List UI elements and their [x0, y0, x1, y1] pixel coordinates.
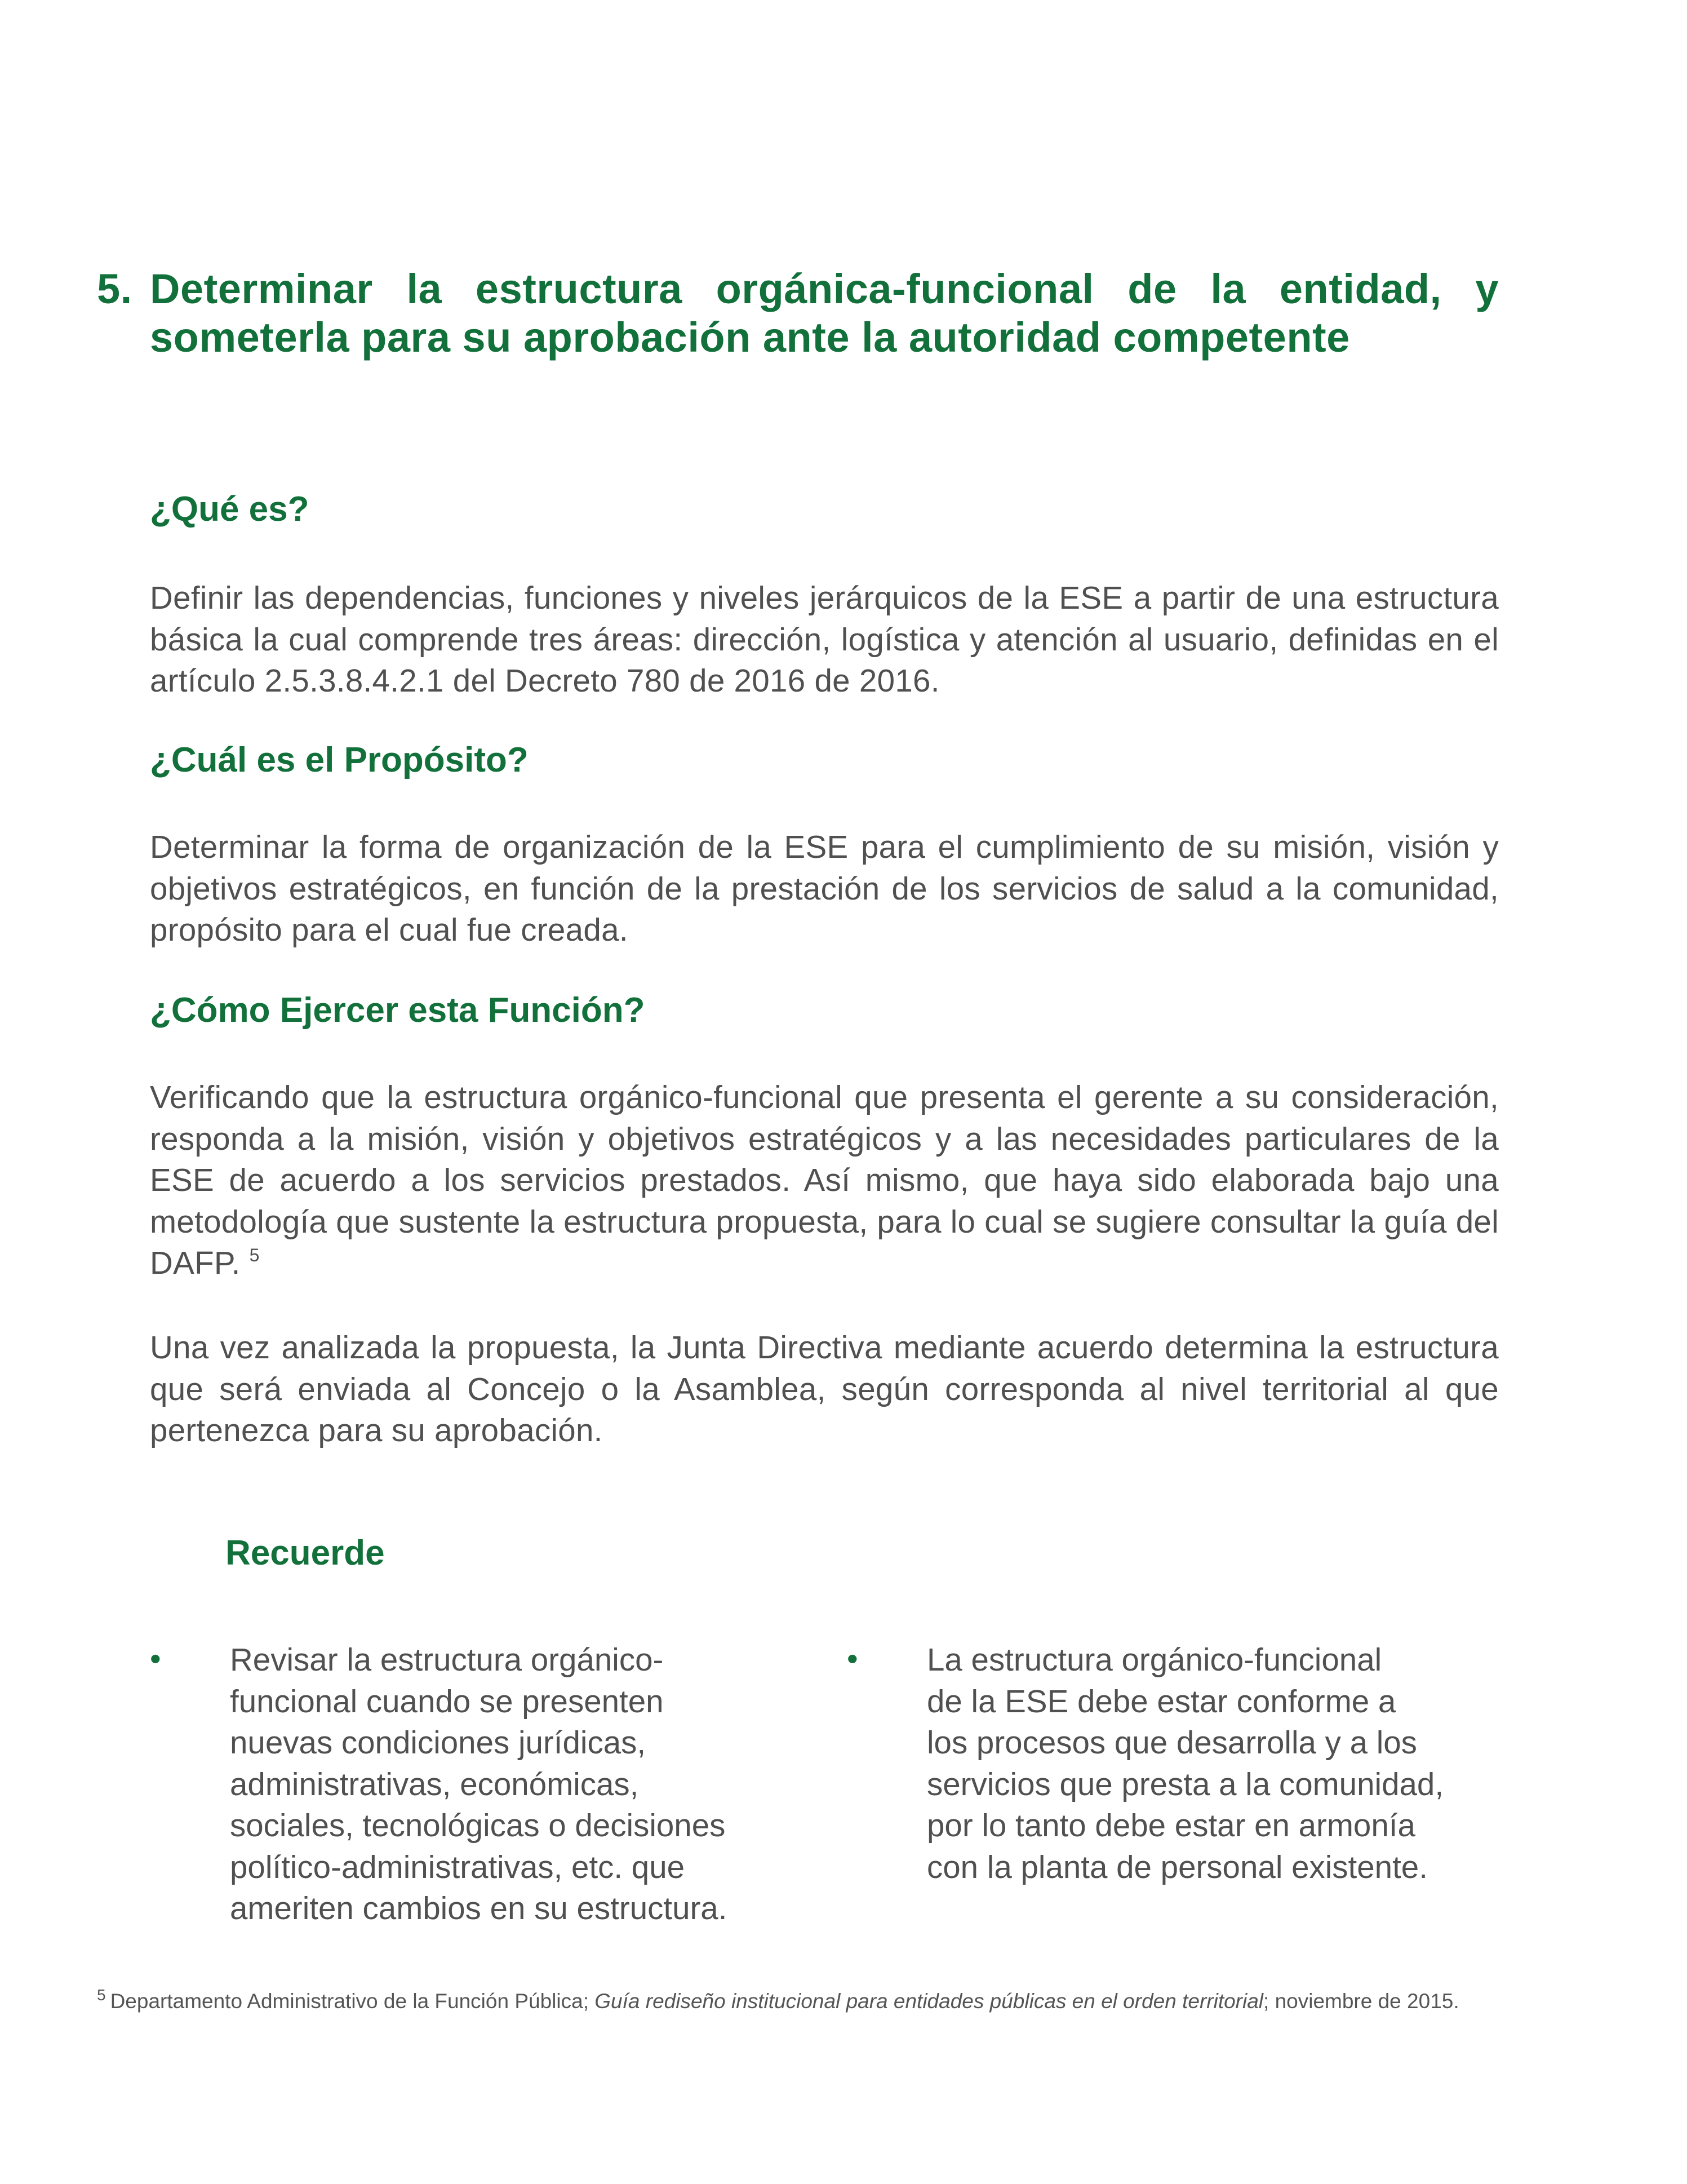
recuerde-right-line: de la ESE debe estar conforme a: [927, 1683, 1396, 1719]
paragraph-como-1-text: Verificando que la estructura orgánico-funcional que presenta el gerente a su consideración, responda a la misión, visión y objetivos estratégicos y a las necesidades particulares de la ESE de acuerdo a los servicios prestados. Así mismo, que haya sido elaborada bajo una metodología que sustente la estructura propuesta, para lo cual se sugiere consultar la guía del DAFP.: [150, 1079, 1499, 1281]
bullet-icon: •: [847, 1641, 858, 1676]
section-title-text: Determinar la estructura orgánica-funcional de la entidad, y someterla para su aprobación ante la autoridad competente: [150, 265, 1499, 361]
recuerde-left-line: sociales, tecnológicas o decisiones: [230, 1808, 726, 1843]
recuerde-heading: Recuerde: [225, 1534, 385, 1572]
bullet-icon: •: [150, 1641, 161, 1676]
recuerde-left-line: Revisar la estructura orgánico-: [230, 1642, 664, 1677]
recuerde-right-line: los procesos que desarrolla y a los: [927, 1725, 1417, 1760]
recuerde-right-line: servicios que presta a la comunidad,: [927, 1766, 1444, 1802]
recuerde-left-line: funcional cuando se presenten: [230, 1683, 664, 1719]
footnote: [97, 1987, 1499, 2016]
paragraph-como-1: [150, 1077, 1499, 1284]
footnote-text: Departamento Administrativo de la Función Pública;: [110, 1990, 595, 2013]
recuerde-left-line: administrativas, económicas,: [230, 1766, 639, 1802]
recuerde-right-line: La estructura orgánico-funcional: [927, 1642, 1382, 1677]
footnote-reference[interactable]: 5: [249, 1245, 260, 1265]
paragraph-que-es: Definir las dependencias, funciones y niveles jerárquicos de la ESE a partir de una estructura básica la cual comprende tres áreas: dirección, logística y atención al usuario, definidas en el artículo 2.5.3.8.4.2.1 del Decreto 780 de 2016 de 2016.: [150, 580, 1499, 698]
recuerde-left-line: político-administrativas, etc. que: [230, 1849, 685, 1885]
heading-que-es: ¿Qué es?: [150, 490, 309, 529]
recuerde-right-line: con la planta de personal existente.: [927, 1849, 1428, 1885]
recuerde-left-line: ameriten cambios en su estructura.: [230, 1890, 727, 1926]
heading-proposito: ¿Cuál es el Propósito?: [150, 741, 529, 779]
recuerde-left-line: nuevas condiciones jurídicas,: [230, 1725, 646, 1760]
footnote-title: Guía rediseño institucional para entidades públicas en el orden territorial: [594, 1990, 1264, 2013]
section-number: 5.: [97, 265, 132, 312]
recuerde-right-item: [927, 1639, 1444, 1888]
footnote-date: ; noviembre de 2015.: [1263, 1990, 1459, 2013]
recuerde-left-item: [230, 1639, 727, 1929]
section-title: [97, 265, 1499, 362]
footnote-number: 5: [97, 1986, 106, 2004]
paragraph-como-2: Una vez analizada la propuesta, la Junta Directiva mediante acuerdo determina la estructura que será enviada al Concejo o la Asamblea, según corresponda al nivel territorial al que pertenezca para su aprobación.: [150, 1330, 1499, 1448]
recuerde-right-line: por lo tanto debe estar en armonía: [927, 1808, 1415, 1843]
paragraph-proposito: Determinar la forma de organización de la ESE para el cumplimiento de su misión, visión y objetivos estratégicos, en función de la prestación de los servicios de salud a la comunidad, propósito para el cual fue creada.: [150, 829, 1499, 947]
heading-como: ¿Cómo Ejercer esta Función?: [150, 991, 645, 1030]
